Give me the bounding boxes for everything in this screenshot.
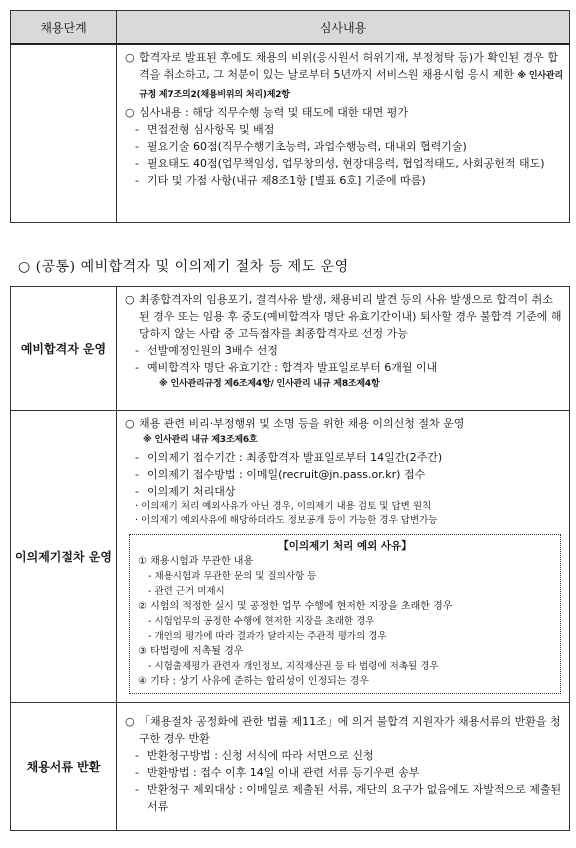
interview-item: - 면접전형 심사항목 및 배점 xyxy=(135,123,275,136)
return-content: ○ 「채용절차 공정화에 관한 법률 제11조」에 의거 불합격 지원자가 채용서류의 반환을 청구한 경우 반환 - 반환청구방법 : 신청 서식에 따라 서면으로 신청 - 반환방법 : 접수 이후 14일 이내 관련 서류 등기우편 송부 - 반환청구 제외대상 : 이메일로 제출된 서류, 재단의 요구가 없음에도 자발적으로 제출된 서류 xyxy=(117,703,570,831)
interview-item: - 기타 및 가점 사항(내규 제8조1항 [별표 6호] 기준에 따름) xyxy=(135,174,426,187)
exception-item: ① 채용시험과 무관한 내용 xyxy=(138,556,254,567)
exception-item: ② 시험의 적정한 실시 및 공정한 업무 수행에 현저한 지장을 초래한 경우 xyxy=(138,601,453,612)
reserve-content: ○ 최종합격자의 임용포기, 결격사유 발생, 채용비리 발견 등의 사유 발생으로 합격이 취소된 경우 또는 임용 후 중도(예비합격자 명단 유효기간이내) 퇴사할 경우 불합격 기준에 해당하지 않는 사람 중 고득점자를 최종합격자로 선정 가능 - 선발예정인원의 3배수 선정 - 예비합격자 명단 유효기간 : 합격자 발표일로부터 6개월 이내 ※ 인사관리규정 제6조제4항/ 인사관리 내규 제8조제4항 xyxy=(117,287,570,411)
return-item: - 반환방법 : 접수 이후 14일 이내 관련 서류 등기우편 송부 xyxy=(135,766,420,779)
disqualification-paragraph: ○ 합격자로 발표된 후에도 채용의 비위(응시원서 허위기재, 부정청탁 등)가 확인된 경우 합격을 취소하고, 그 처분이 있는 날로부터 5년까지 서비스원 채용시험 응시 제한 ※ 인사관리 규정 제7조의2(채용비위의 처리)제2항 xyxy=(125,51,563,100)
interview-item: - 필요태도 40점(업무책임성, 업무창의성, 현장대응력, 협업적태도, 사회공헌적 태도) xyxy=(135,157,545,170)
exception-item: ④ 기타 : 상기 사유에 준하는 합리성이 인정되는 경우 xyxy=(138,676,369,687)
objection-content: ○ 채용 관련 비리·부정행위 및 소명 등을 위한 채용 이의신청 절차 운영 ※ 인사관리 내규 제3조제6호 - 이의제기 접수기간 : 최종합격자 발표일로부터 14일간(2주간) - 이의제기 접수방법 : 이메일(recruit@jn.pass.or.kr) 접수 - 이의제기 처리대상 · 이의제기 처리 예외사유가 아닌 경우, 이의제기 내용 검토 및 답변 원칙 · 이의제기 예외사유에 해당하더라도 정보공개 등이 가능한 경우 답변가능 【이의제기 처리 예외 사유】 ① 채용시험과 무관한 내용 - 채용시험과 무관한 문의 및 질의사항 등 - 관련 근거 미제시 ② 시험의 적정한 실시 및 공정한 업무 수행에 현저한 지장을 초래한 경우 - 시험업무의 공정한 수행에 현저한 지장을 초래한 경우 - 개인의 평가에 따라 결과가 달라지는 주관적 평가의 경우 ③ 타법령에 저촉될 경우 - 시험출제평가 관련자 개인정보, 지적재산권 등 타 법령에 저촉될 경우 ④ 기타 : 상기 사유에 준하는 합리성이 인정되는 경우 xyxy=(117,411,570,703)
reserve-item: - 예비합격자 명단 유효기간 : 합격자 발표일로부터 6개월 이내 xyxy=(135,361,438,374)
return-item: - 반환청구방법 : 신청 서식에 따라 서면으로 신청 xyxy=(135,749,374,762)
return-label: 채용서류 반환 xyxy=(11,703,117,831)
screening-content-cell xyxy=(117,44,570,222)
header-stage: 채용단계 xyxy=(11,11,117,45)
exception-item: ③ 타법령에 저촉될 경우 xyxy=(138,646,244,657)
exception-subitem: - 채용시험과 무관한 문의 및 질의사항 등 xyxy=(148,571,317,582)
section-title: ○ (공통) 예비합격자 및 이의제기 절차 등 제도 운영 xyxy=(18,259,349,275)
objection-item: - 이의제기 접수기간 : 최종합격자 발표일로부터 14일간(2주간) xyxy=(135,451,443,464)
objection-note: ※ 인사관리 내규 제3조제6호 xyxy=(143,435,258,445)
interview-item: - 필요기술 60점(직무수행기초능력, 과업수행능력, 대내외 협력기술) xyxy=(135,140,467,153)
exception-subitem: - 관련 근거 미제시 xyxy=(148,586,225,597)
exception-subitem: - 시험출제평가 관련자 개인정보, 지적재산권 등 타 법령에 저촉될 경우 xyxy=(148,661,439,672)
reserve-label: 예비합격자 운영 xyxy=(11,287,117,411)
screening-table xyxy=(10,10,570,223)
header-content: 심사내용 xyxy=(117,11,570,45)
exception-box-title: 【이의제기 처리 예외 사유】 xyxy=(278,540,412,552)
regulation-note: ※ 인사관리 규정 제7조의2(채용비위의 처리)제2항 xyxy=(139,71,563,100)
objection-item: - 이의제기 접수방법 : 이메일(recruit@jn.pass.or.kr) 접수 xyxy=(135,468,426,481)
exception-subitem: - 개인의 평가에 따라 결과가 달라지는 주관적 평가의 경우 xyxy=(148,631,387,642)
objection-item: - 이의제기 처리대상 xyxy=(135,485,236,498)
exception-subitem: - 시험업무의 공정한 수행에 현저한 지장을 초래한 경우 xyxy=(148,616,375,627)
reserve-note: ※ 인사관리규정 제6조제4항/ 인사관리 내규 제8조제4항 xyxy=(159,379,380,389)
exception-box xyxy=(129,534,561,694)
procedure-table xyxy=(10,286,570,831)
return-item: - 반환청구 제외대상 : 이메일로 제출된 서류, 재단의 요구가 없음에도 자발적으로 제출된 서류 xyxy=(135,783,562,813)
stage-cell-empty xyxy=(11,44,117,222)
reserve-item: - 선발예정인원의 3배수 선정 xyxy=(135,344,278,357)
interview-paragraph: ○ 심사내용 : 해당 직무수행 능력 및 태도에 대한 대면 평가 xyxy=(125,106,408,119)
objection-subitem: · 이의제기 예외사유에 해당하더라도 정보공개 등이 가능한 경우 답변가능 xyxy=(135,515,438,526)
objection-subitem: · 이의제기 처리 예외사유가 아닌 경우, 이의제기 내용 검토 및 답변 원칙 xyxy=(135,501,432,512)
objection-label: 이의제기절차 운영 xyxy=(11,411,117,703)
